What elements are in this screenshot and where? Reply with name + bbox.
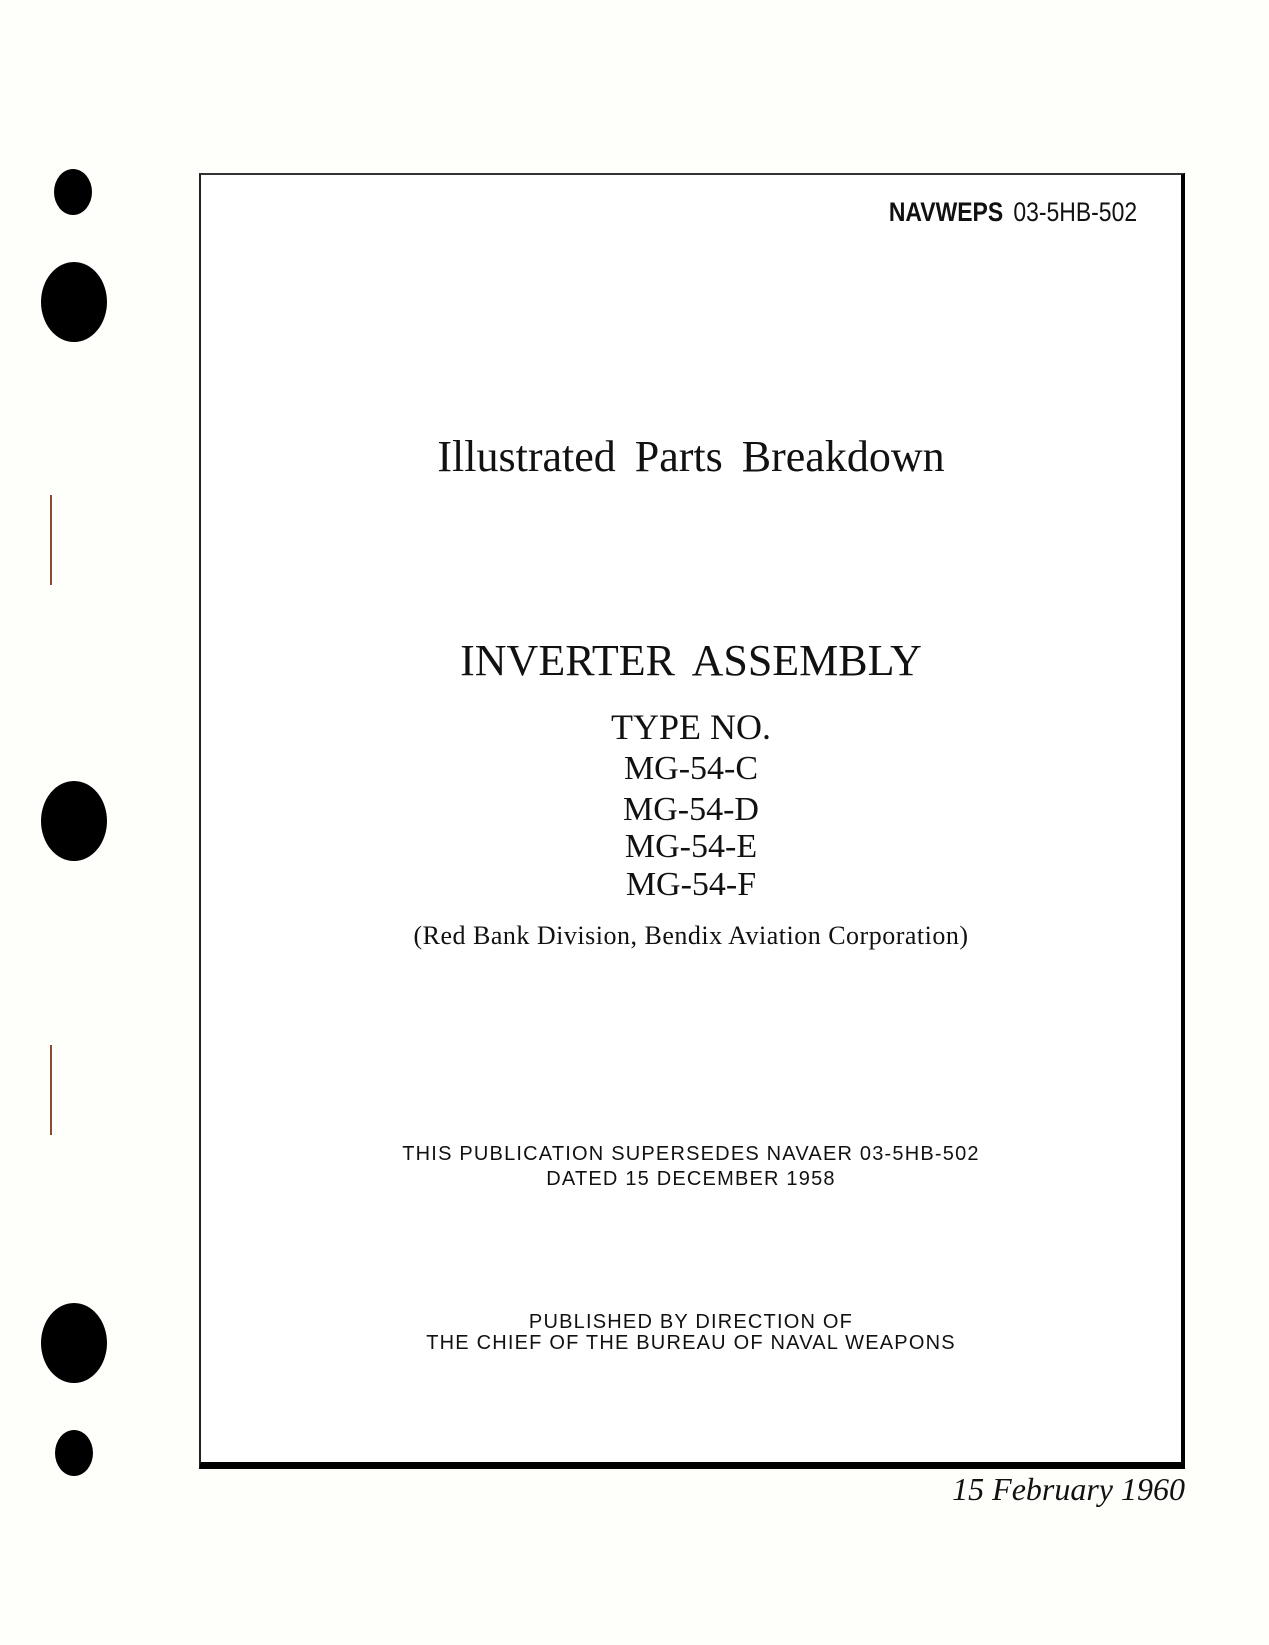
- doc-number: 03-5HB-502: [1013, 197, 1137, 227]
- binder-hole: [41, 781, 107, 861]
- binder-hole: [41, 262, 107, 342]
- binder-hole: [54, 169, 92, 215]
- document-number: [889, 197, 1137, 228]
- supersedes-line: THIS PUBLICATION SUPERSEDES NAVAER 03-5HB-502: [402, 1143, 980, 1165]
- subject-heading: INVERTER ASSEMBLY: [460, 636, 922, 685]
- published-authority: THE CHIEF OF THE BUREAU OF NAVAL WEAPONS: [426, 1332, 956, 1354]
- binding-mark: [50, 1045, 52, 1135]
- doc-number-prefix: NAVWEPS: [888, 197, 1004, 227]
- cover-frame: [199, 173, 1185, 1469]
- type-number: MG-54-E: [624, 828, 758, 865]
- publication-date: 15 February 1960: [952, 1471, 1185, 1507]
- type-number: MG-54-D: [623, 791, 759, 828]
- document-title: Illustrated Parts Breakdown: [437, 432, 945, 481]
- type-label: TYPE NO.: [611, 707, 771, 747]
- binding-mark: [50, 495, 52, 585]
- type-number: MG-54-C: [623, 750, 759, 787]
- binder-hole: [55, 1430, 93, 1476]
- binder-hole: [41, 1303, 107, 1383]
- supersedes-date: DATED 15 DECEMBER 1958: [546, 1168, 836, 1190]
- published-by: PUBLISHED BY DIRECTION OF: [528, 1311, 854, 1333]
- manufacturer: (Red Bank Division, Bendix Aviation Corporation): [413, 921, 969, 950]
- type-number: MG-54-F: [625, 866, 757, 903]
